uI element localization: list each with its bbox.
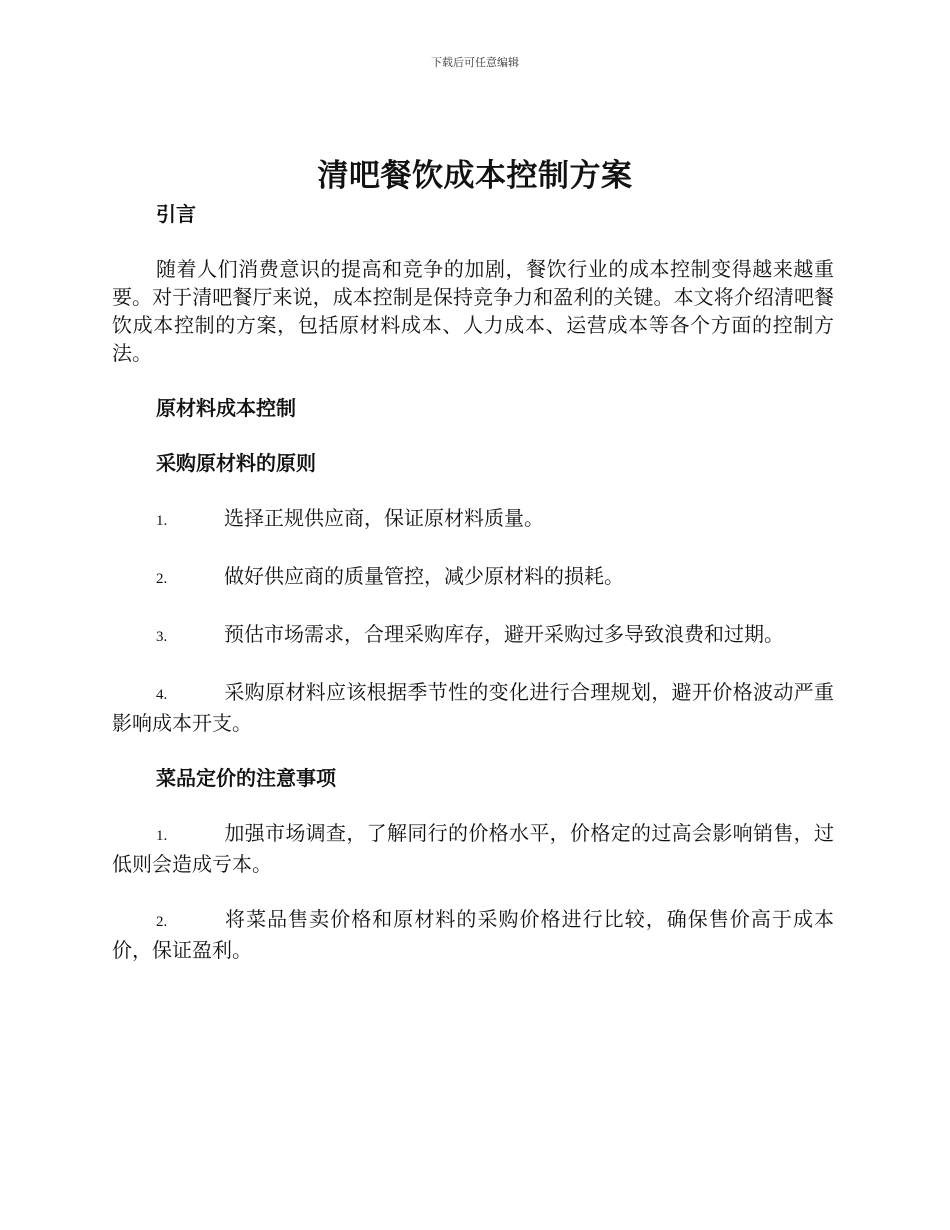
subsection-heading-pricing: 菜品定价的注意事项: [156, 766, 336, 790]
list-item: [112, 620, 834, 651]
list-item-number: 3.: [156, 629, 168, 645]
subsection-heading-purchasing: 采购原材料的原则: [156, 451, 316, 475]
list-item-text: 预估市场需求，合理采购库存，避开采购过多导致浪费和过期。: [224, 622, 784, 646]
list-item-text: 将菜品售卖价格和原材料的采购价格进行比较，确保售价高于成本价，保证盈利。: [112, 907, 834, 962]
list-item: [112, 562, 834, 593]
section-heading-raw-materials: 原材料成本控制: [156, 396, 296, 420]
list-item: [112, 819, 834, 878]
list-item-number: 1.: [156, 513, 168, 529]
list-item: [112, 905, 834, 964]
list-item-text: 采购原材料应该根据季节性的变化进行合理规划，避开价格波动严重影响成本开支。: [112, 680, 834, 735]
list-item-text: 加强市场调查，了解同行的价格水平，价格定的过高会影响销售，过低则会造成亏本。: [112, 821, 834, 876]
list-item-number: 1.: [156, 828, 168, 844]
intro-paragraph: 随着人们消费意识的提高和竞争的加剧，餐饮行业的成本控制变得越来越重要。对于清吧餐厅来说，成本控制是保持竞争力和盈利的关键。本文将介绍清吧餐饮成本控制的方案，包括原材料成本、人力成本、运营成本等各个方面的控制方法。: [112, 257, 834, 365]
document-body: [112, 200, 834, 964]
intro-heading: 引言: [156, 202, 196, 226]
list-item-number: 2.: [156, 571, 168, 587]
header-note: 下载后可任意编辑: [431, 56, 519, 69]
list-item-number: 4.: [156, 687, 168, 703]
list-item: [112, 504, 834, 535]
document-title: 清吧餐饮成本控制方案: [317, 158, 633, 194]
list-item-text: 选择正规供应商，保证原材料质量。: [224, 506, 544, 530]
list-item: [112, 678, 834, 737]
list-item-number: 2.: [156, 914, 168, 930]
list-item-text: 做好供应商的质量管控，减少原材料的损耗。: [224, 564, 624, 588]
